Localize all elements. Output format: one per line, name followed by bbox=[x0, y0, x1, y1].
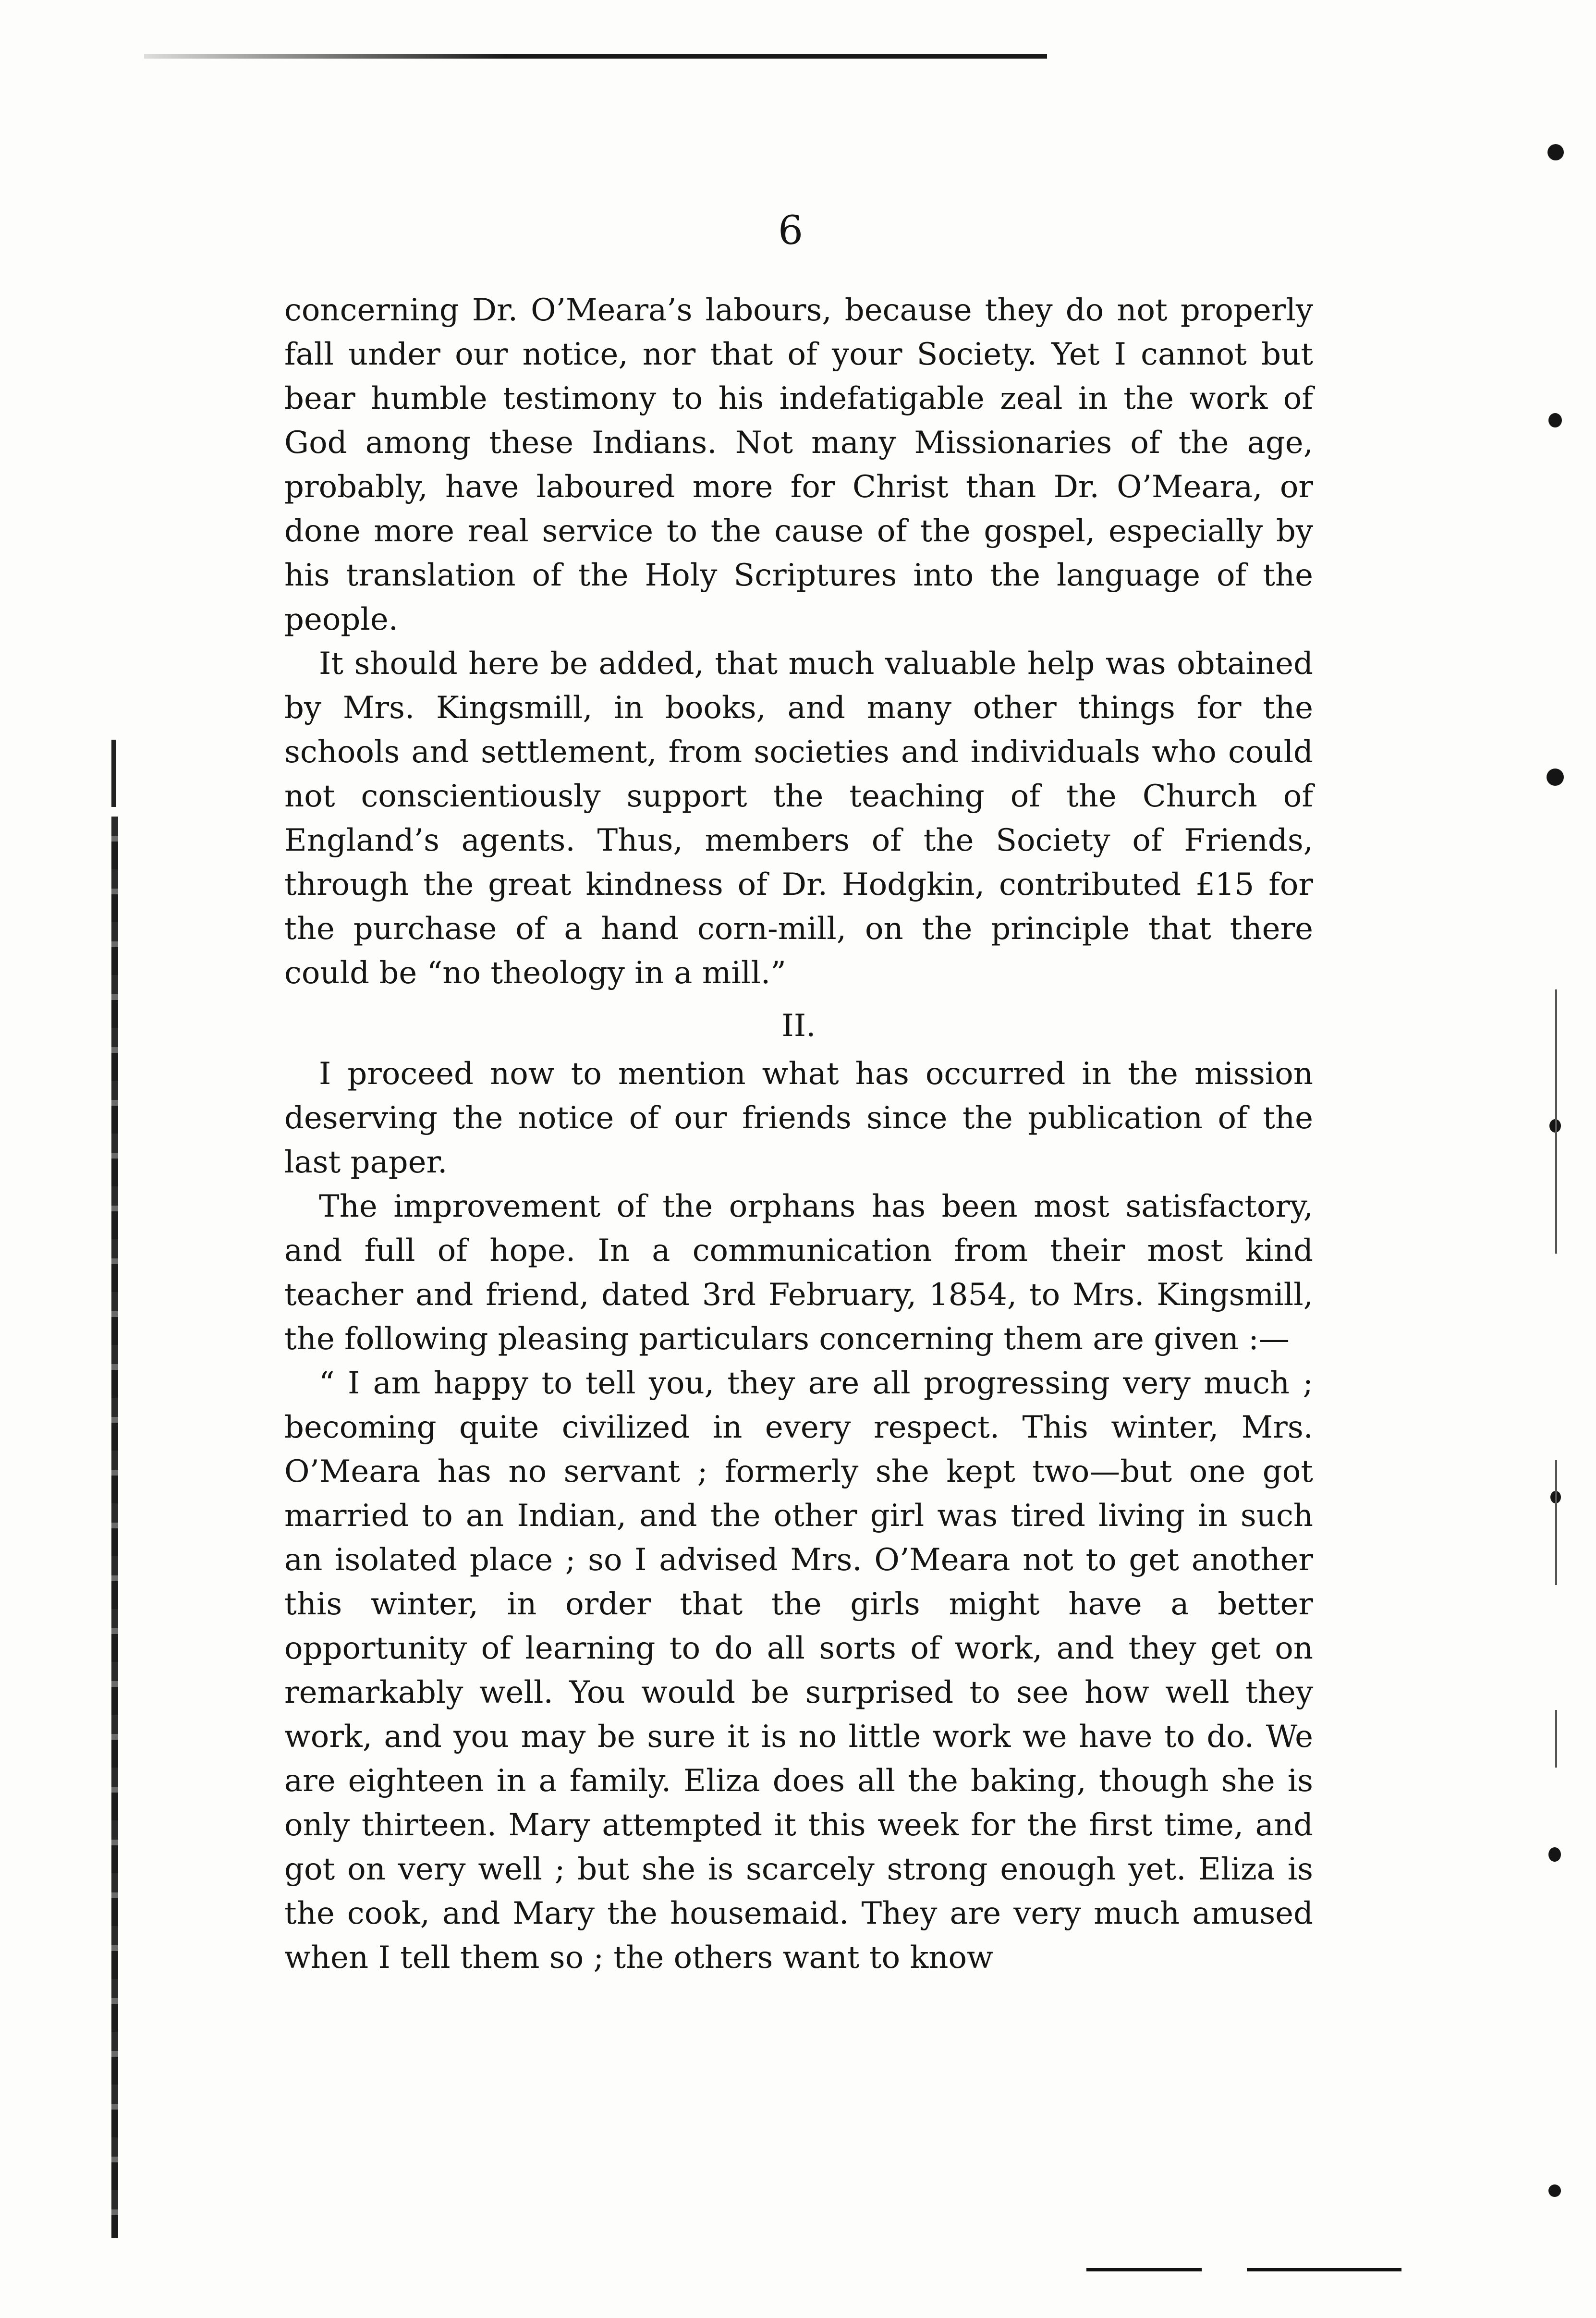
quoted-letter-paragraph: “ I am happy to tell you, they are all progressing very much ; becoming quite civilized in every respect. This winter, Mrs. O’Meara has no servant ; formerly she kept two—but one got married to an Indian, and the other girl was tired living in such an isolated place ; so I advised Mrs. O’Meara not to get another this winter, in order that the girls might have a better opportunity of learning to do all sorts of work, and they get on remarkably well. You would be surprised to see how well they work, and you may be sure it is no little work we have to do. We are eighteen in a family. Eliza does all the baking, though she is only thirteen. Mary attempted it this week for the first time, and got on very well ; but she is scarcely strong enough yet. Eliza is the cook, and Mary the housemaid. They are very much amused when I tell them so ; the others want to know bbox=[284, 1366, 1313, 1976]
bottom-rule-right bbox=[1247, 2268, 1401, 2271]
paragraph-continued: concerning Dr. O’Meara’s labours, because they do not properly fall under our notice, nor that of your Society. Yet I cannot but bear humble testimony to his indefatigable zeal in the work of God among these Indians. Not many Missionaries of the age, probably, have laboured more for Christ than Dr. O’Meara, or done more real service to the cause of the gospel, especially by his translation of the Holy Scriptures into the language of the people. bbox=[284, 293, 1313, 637]
edge-mark-right bbox=[1555, 1138, 1557, 1254]
edge-mark-right bbox=[1555, 989, 1557, 1143]
edge-mark-right bbox=[1555, 1460, 1557, 1585]
ink-spot bbox=[1548, 413, 1562, 427]
binding-edge-left bbox=[111, 817, 118, 2238]
ink-spot bbox=[1548, 1847, 1561, 1862]
ink-spot bbox=[1547, 144, 1564, 160]
binding-mark-upper bbox=[111, 740, 116, 807]
body-text bbox=[284, 288, 1313, 1980]
section-heading: II. bbox=[781, 1008, 816, 1044]
paragraph: It should here be added, that much valuable help was obtained by Mrs. Kingsmill, in books, and many other things for the schools and settlement, from societies and individuals who could not conscientiously support the teaching of the Church of England’s agents. Thus, members of the Society of Friends, through the great kindness of Dr. Hodgkin, contributed £15 for the purchase of a hand corn-mill, on the principle that there could be “no theology in a mill.” bbox=[284, 646, 1313, 991]
bottom-rule-left bbox=[1086, 2268, 1202, 2271]
page-number: 6 bbox=[778, 208, 804, 254]
paragraph: I proceed now to mention what has occurred in the mission deserving the notice of our friends since the publication of the last paper. bbox=[284, 1056, 1313, 1180]
ink-spot bbox=[1548, 2184, 1561, 2197]
ink-spot bbox=[1547, 769, 1564, 786]
top-scan-rule bbox=[144, 54, 1047, 59]
paragraph: The improvement of the orphans has been most satisfactory, and full of hope. In a communication from their most kind teacher and friend, dated 3rd February, 1854, to Mrs. Kingsmill, the following pleasing particulars concerning them are given :— bbox=[284, 1189, 1313, 1357]
edge-mark-right bbox=[1555, 1710, 1557, 1768]
